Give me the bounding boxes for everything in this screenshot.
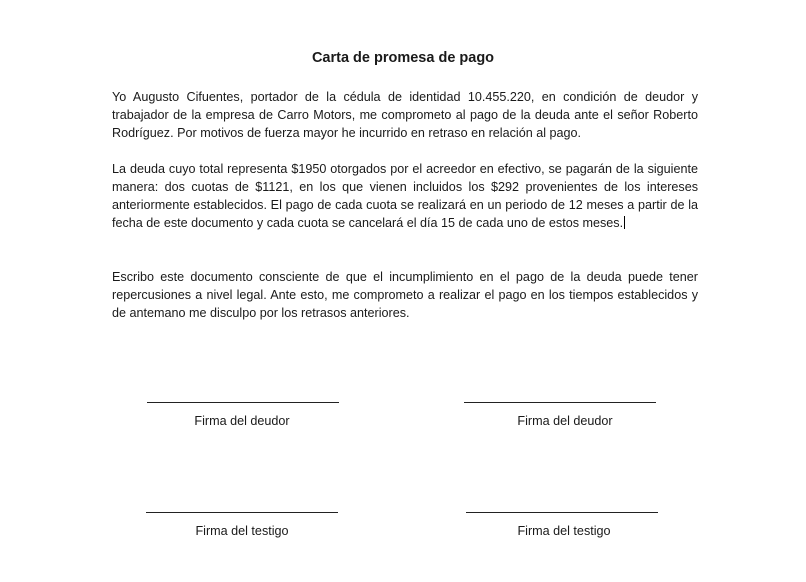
text-cursor: [624, 216, 625, 229]
paragraph-debtor-statement: Yo Augusto Cifuentes, portador de la cédula de identidad 10.455.220, en condición de deudor y trabajador de la empresa de Carro Motors, me comprometo al pago de la deuda ante el señor Roberto Rodríguez. Por motivos de fuerza mayor he incurrido en retraso en relación al pago.: [112, 90, 698, 140]
signature-line-witness-right: [466, 512, 658, 513]
signature-line-debtor-left: [147, 402, 339, 403]
signature-line-debtor-right: [464, 402, 656, 403]
signature-label-witness-right: Firma del testigo: [517, 524, 611, 538]
signature-label-witness-left: Firma del testigo: [195, 524, 289, 538]
signature-label-debtor-right: Firma del deudor: [517, 414, 613, 428]
paragraph-payment-terms-text: La deuda cuyo total representa $1950 otorgados por el acreedor en efectivo, se pagarán de la siguiente manera: dos cuotas de $1121, en los que vienen incluidos los $292 provenientes de los intereses anteriormente establecidos. El pago de cada cuota se realizará en un periodo de 12 meses a partir de la fecha de este documento y cada cuota se cancelará el día 15 de cada uno de estos meses.: [112, 162, 698, 230]
signature-label-debtor-left: Firma del deudor: [194, 414, 290, 428]
document-title: Carta de promesa de pago: [311, 50, 495, 66]
paragraph-commitment: Escribo este documento consciente de que el incumplimiento en el pago de la deuda puede tener repercusiones a nivel legal. Ante esto, me comprometo a realizar el pago en los tiempos establecidos y de antemano me disculpo por los retrasos anteriores.: [112, 270, 698, 320]
signature-line-witness-left: [146, 512, 338, 513]
paragraph-payment-terms: [112, 160, 698, 232]
